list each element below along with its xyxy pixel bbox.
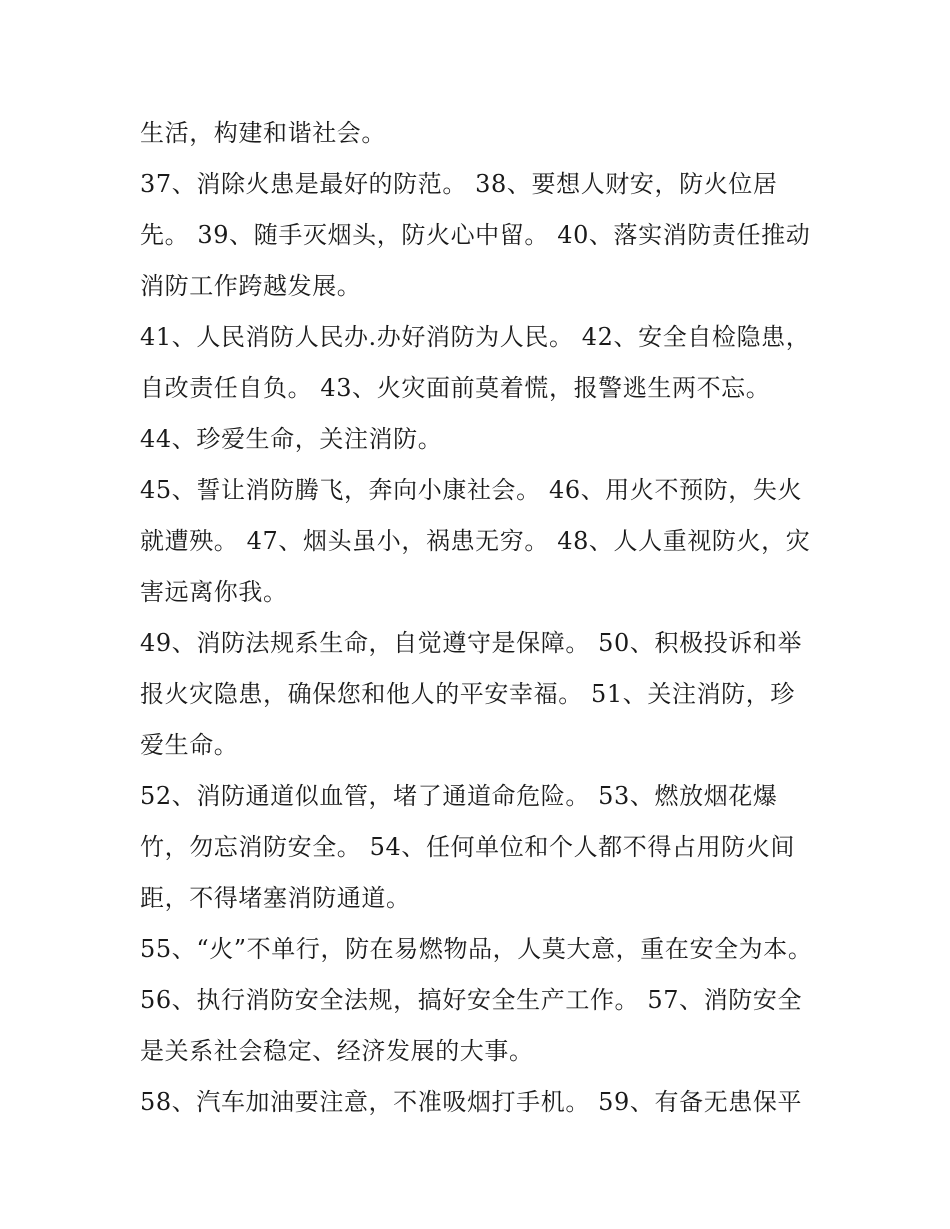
text-line: 58、汽车加油要注意，不准吸烟打手机。 59、有备无患保平	[140, 1088, 803, 1116]
text-line: 52、消防通道似血管，堵了通道命危险。 53、燃放烟花爆	[140, 782, 778, 810]
text-line: 37、消除火患是最好的防范。 38、要想人财安，防火位居	[140, 170, 778, 198]
text-line: 56、执行消防安全法规，搞好安全生产工作。 57、消防安全	[140, 986, 803, 1014]
text-line: 自改责任自负。 43、火灾面前莫着慌，报警逃生两不忘。	[140, 374, 771, 402]
text-line: 先。 39、随手灭烟头，防火心中留。 40、落实消防责任推动	[140, 221, 811, 249]
text-line: 生活，构建和谐社会。	[140, 119, 386, 147]
text-line: 是关系社会稳定、经济发展的大事。	[140, 1037, 534, 1065]
text-line: 45、誓让消防腾飞，奔向小康社会。 46、用火不预防，失火	[140, 476, 803, 504]
document-body	[140, 108, 840, 1128]
text-line: 49、消防法规系生命，自觉遵守是保障。 50、积极投诉和举	[140, 629, 803, 657]
text-line: 害远离你我。	[140, 578, 288, 606]
text-line: 竹，勿忘消防安全。 54、任何单位和个人都不得占用防火间	[140, 833, 795, 861]
text-line: 爱生命。	[140, 731, 239, 759]
text-line: 消防工作跨越发展。	[140, 272, 362, 300]
text-line: 就遭殃。 47、烟头虽小，祸患无穷。 48、人人重视防火，灾	[140, 527, 811, 555]
text-line: 41、人民消防人民办.办好消防为人民。 42、安全自检隐患，	[140, 323, 811, 351]
text-line: 55、“火”不单行，防在易燃物品，人莫大意，重在安全为本。	[140, 935, 813, 963]
text-line: 距，不得堵塞消防通道。	[140, 884, 411, 912]
text-line: 报火灾隐患，确保您和他人的平安幸福。 51、关注消防，珍	[140, 680, 795, 708]
text-line: 44、珍爱生命，关注消防。	[140, 425, 443, 453]
